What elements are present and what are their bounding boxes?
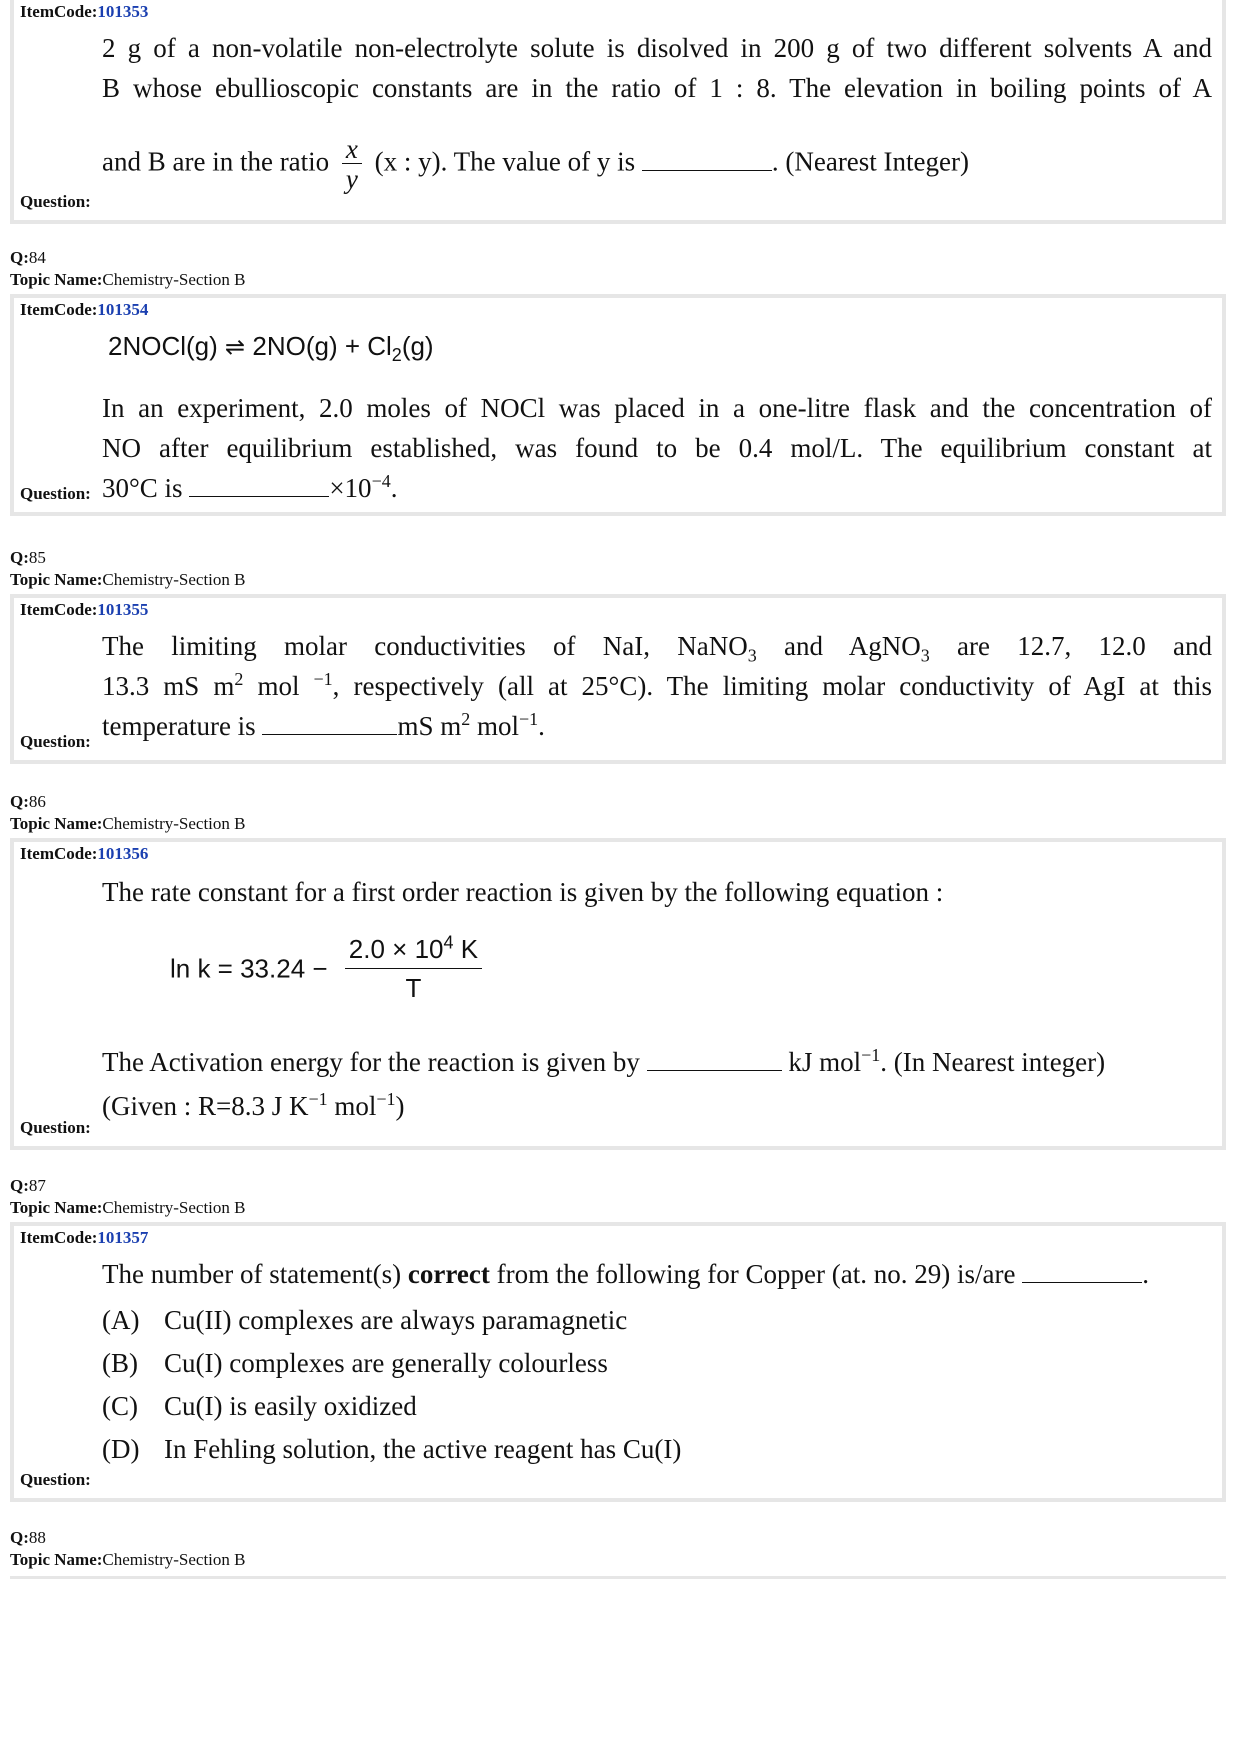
option-text: Cu(I) is easily oxidized (164, 1391, 417, 1421)
option-label: (B) (102, 1348, 138, 1378)
option-item (102, 1343, 1212, 1383)
item-code: ItemCode:101353 (20, 2, 149, 21)
item-code: ItemCode:101356 (20, 844, 149, 863)
question-header-88: Q:88 Topic Name:Chemistry-Section B (10, 1528, 246, 1569)
question-text: 2NOCl(g) ⇌ $2NO(g) + Cl_2(g)$ In an experiment, 2.0 moles of NOCl was placed in a one-litre flask and the concentration of NO after equilibrium established, was found to be 0.4 mol/L. The equilibrium constant at 30°C is $\times 10^{-4}$. (102, 326, 1212, 508)
question-text: 2 g of a non-volatile non-electrolyte solute is disolved in 200 g of two different solvents A and B whose ebullioscopic constants are in the ratio of 1 : 8. The elevation in boiling points of A and B are in the ratio $\frac{x}{y}$ (x : y). The value of y is . (Nearest Integer) (102, 33, 1212, 194)
question-header-84: Q:84 Topic Name:Chemistry-Section B (10, 248, 246, 289)
question-label: Question: (20, 732, 91, 751)
question-text: The rate constant for a first order reaction is given by the following equation : ln k = 33.24 − $\frac{2.0 \times 10^4 K}{T}$ The Activation energy for the reaction is given by kJ mol$^{-1}$. (In Nearest integer) (Given : R=8.3 J $K^{-1}$ mol$^{-1}$) (102, 872, 1212, 1126)
question-text: The number of statement(s) correct from the following for Copper (at. no. 29) is/are . (A) Cu(II) complexes are always paramagnetic (B) Cu(I) complexes are generally colourless (C) Cu(I) is easily oxidized (D) In Fehling solution, the active reagent has Cu(I) (102, 1254, 1212, 1472)
option-text: Cu(II) complexes are always paramagnetic (164, 1305, 628, 1335)
question-label: Question: (20, 1470, 91, 1489)
question-card-87 (10, 1222, 1226, 1502)
question-card-85 (10, 594, 1226, 764)
answer-blank (189, 470, 329, 497)
option-label: (A) (102, 1305, 140, 1335)
option-label: (C) (102, 1391, 138, 1421)
option-text: In Fehling solution, the active reagent has Cu(I) (164, 1434, 682, 1464)
question-header-86: Q:86 Topic Name:Chemistry-Section B (10, 792, 246, 833)
question-header-87: Q:87 Topic Name:Chemistry-Section B (10, 1176, 246, 1217)
question-card-84 (10, 294, 1226, 516)
option-text: Cu(I) complexes are generally colourless (164, 1348, 608, 1378)
section-divider (10, 1576, 1226, 1579)
item-code: ItemCode:101354 (20, 300, 149, 319)
question-card-86 (10, 838, 1226, 1150)
options-list (102, 1300, 1212, 1469)
equation: ln k = 33.24 − $\frac{2.0 \times 10^4 K}{T}$ (170, 936, 1212, 1020)
fraction: $\frac{2.0 \times 10^4 K}{T}$ (345, 936, 482, 1001)
answer-blank (647, 1044, 782, 1071)
answer-blank (1022, 1256, 1142, 1283)
item-code: ItemCode:101355 (20, 600, 149, 619)
question-label: Question: (20, 192, 91, 211)
question-header-85: Q:85 Topic Name:Chemistry-Section B (10, 548, 246, 589)
question-label: Question: (20, 484, 91, 503)
question-card-83 (10, 0, 1226, 224)
equation: 2NOCl(g) ⇌ $2NO(g) + Cl_2(g)$ (108, 331, 434, 366)
question-label: Question: (20, 1118, 91, 1137)
option-label: (D) (102, 1434, 140, 1464)
fraction-x-over-y: $\frac{x}{y}$ (342, 136, 362, 193)
answer-blank (642, 144, 772, 171)
option-item (102, 1429, 1212, 1469)
answer-blank (262, 708, 397, 735)
item-code: ItemCode:101357 (20, 1228, 149, 1247)
question-text: The limiting molar conductivities of NaI, NaNO$_3$ and AgNO$_3$ are 12.7, 12.0 and 13.3 mS $m^2$ mol $^{-1}$, respectively (all at 25°C). The limiting molar conductivity of AgI at this temperature is mS $m^2$ mol$^{-1}$. (102, 631, 1213, 741)
option-item (102, 1386, 1212, 1426)
option-item (102, 1300, 1212, 1340)
